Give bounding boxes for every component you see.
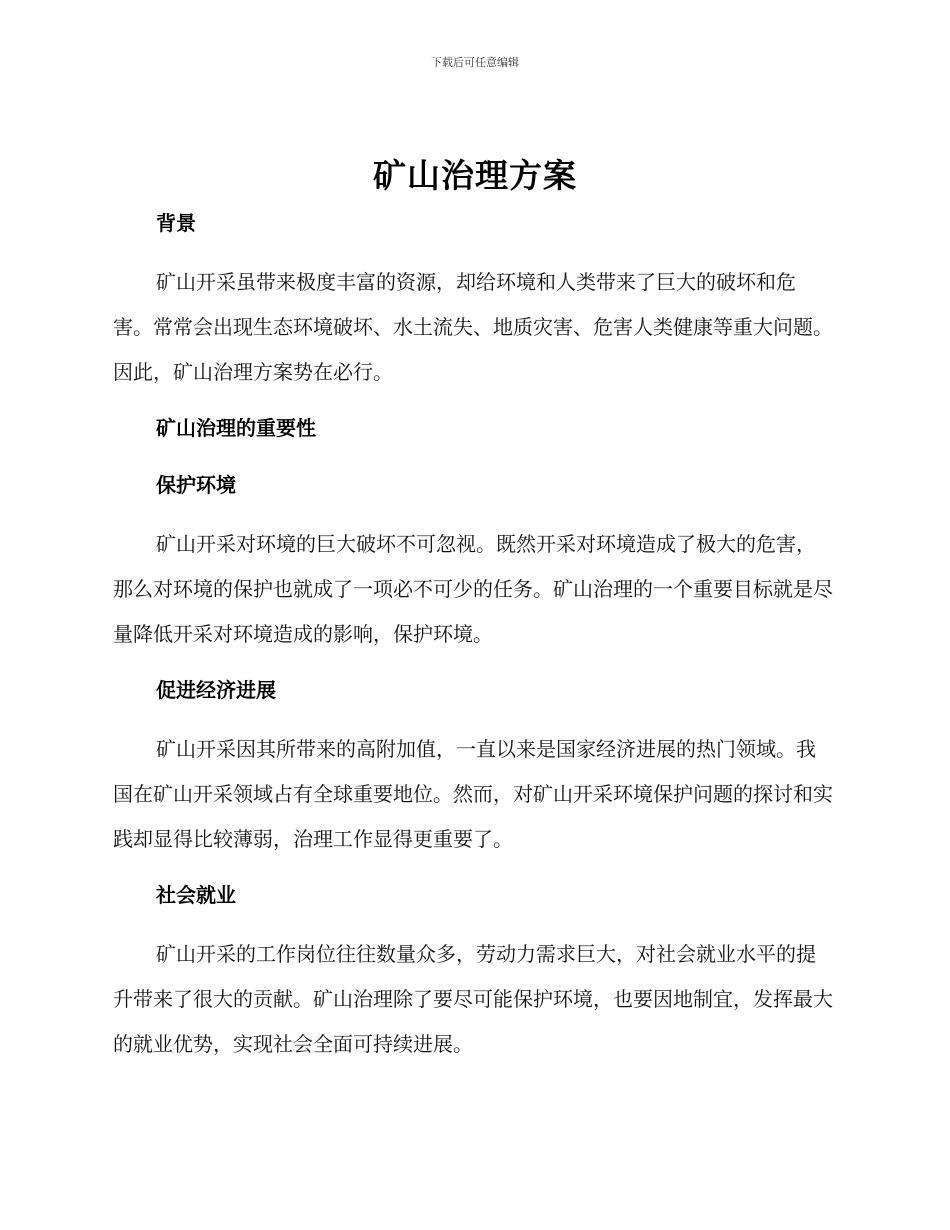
section-heading-economy: 促进经济进展	[156, 678, 276, 702]
section-heading-protect-environment: 保护环境	[156, 473, 236, 497]
section-paragraph-background: 矿山开采虽带来极度丰富的资源，却给环境和人类带来了巨大的破坏和危害。常常会出现生态环境破坏、水土流失、地质灾害、危害人类健康等重大问题。因此，矿山治理方案势在必行。	[113, 270, 833, 384]
header-note: 下载后可任意编辑	[431, 56, 519, 69]
section-heading-background: 背景	[156, 211, 196, 235]
document-title: 矿山治理方案	[373, 156, 577, 195]
section-paragraph-employment: 矿山开采的工作岗位往往数量众多，劳动力需求巨大，对社会就业水平的提升带来了很大的贡献。矿山治理除了要尽可能保护环境，也要因地制宜，发挥最大的就业优势，实现社会全面可持续进展。	[113, 942, 833, 1056]
section-paragraph-economy: 矿山开采因其所带来的高附加值，一直以来是国家经济进展的热门领域。我国在矿山开采领域占有全球重要地位。然而，对矿山开采环境保护问题的探讨和实践却显得比较薄弱，治理工作显得更重要了。	[113, 737, 833, 851]
document-body	[113, 203, 833, 1067]
section-heading-employment: 社会就业	[156, 883, 236, 907]
section-heading-importance: 矿山治理的重要性	[156, 416, 316, 440]
section-paragraph-protect-environment: 矿山开采对环境的巨大破坏不可忽视。既然开采对环境造成了极大的危害，那么对环境的保护也就成了一项必不可少的任务。矿山治理的一个重要目标就是尽量降低开采对环境造成的影响，保护环境。	[113, 532, 833, 646]
